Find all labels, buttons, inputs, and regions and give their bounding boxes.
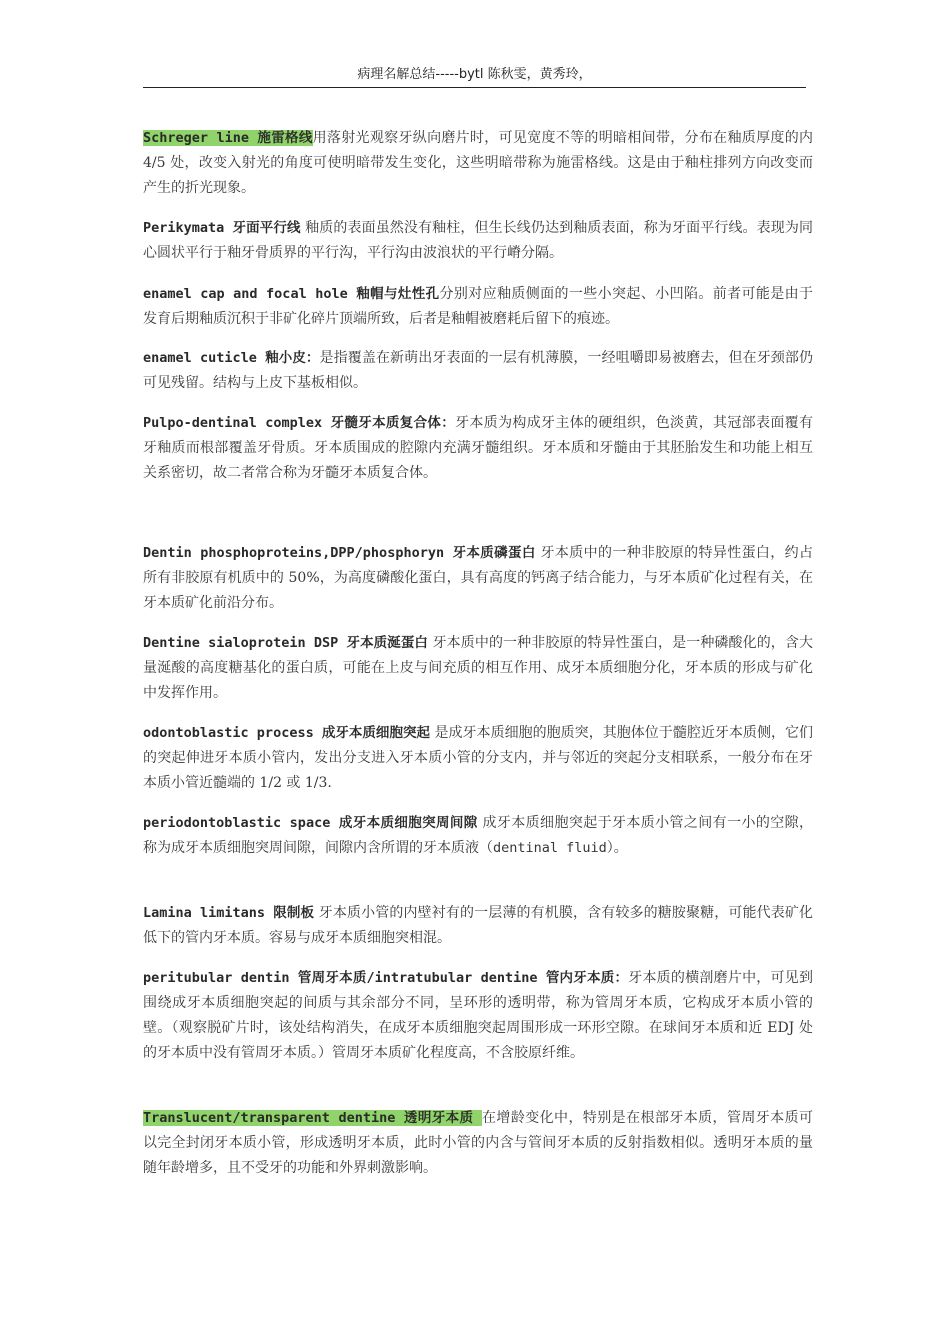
- entry-definition: 牙本质的横剖磨片中，可见到围绕成牙本质细胞突起的间质与其余部分不同，呈环形的透明带，称为管周牙本质，它构成牙本质小管的壁。（观察脱矿片时，该处结构消失，在成牙本质细胞突起周围形成一环形空隙。在球间牙本质和近 EDJ 处的牙本质中没有管周牙本质。）管周牙本质矿化程度高，不含胶原纤维。: [143, 970, 813, 1061]
- entry-schreger-line: [143, 126, 813, 201]
- entry-definition-mono: dentinal fluid: [493, 840, 607, 856]
- entry-term: Pulpo-dentinal complex 牙髓牙本质复合体：: [143, 415, 456, 431]
- entry-term: Lamina limitans 限制板: [143, 905, 315, 921]
- entry-definition: 牙本质中的一种非胶原的特异性蛋白，是一种磷酸化的，含大量涎酸的高度糖基化的蛋白质，可能在上皮与间充质的相互作用、成牙本质细胞分化，牙本质的形成与矿化中发挥作用。: [143, 635, 813, 701]
- entry-definition: 是成牙本质细胞的胞质突，其胞体位于髓腔近牙本质侧，它们的突起伸进牙本质小管内，发出分支进入牙本质小管的分支内，并与邻近的突起分支相联系，一般分布在牙本质小管近髓端的 1/2 或 1/3.: [143, 725, 814, 791]
- entry-definition: 是指覆盖在新萌出牙表面的一层有机薄膜，一经咀嚼即易被磨去，但在牙颈部仍可见残留。结构与上皮下基板相似。: [143, 350, 813, 391]
- entry-periodontoblastic-space: [143, 811, 813, 861]
- entry-enamel-cuticle: [143, 346, 813, 396]
- entry-term: Dentine sialoprotein DSP 牙本质涎蛋白: [143, 635, 429, 651]
- entry-definition: 釉质的表面虽然没有釉柱，但生长线仍达到釉质表面，称为牙面平行线。表现为同心圆状平行于釉牙骨质界的平行沟，平行沟由波浪状的平行嵴分隔。: [143, 220, 814, 261]
- entry-definition: 用落射光观察牙纵向磨片时，可见宽度不等的明暗相间带，分布在釉质厚度的内 4/5 处，改变入射光的角度可使明暗带发生变化，这些明暗带称为施雷格线。这是由于釉柱排列方向改变而产生的折光现象。: [143, 130, 813, 196]
- entry-term: Translucent/transparent dentine 透明牙本质: [143, 1110, 482, 1126]
- entry-term: enamel cuticle 釉小皮：: [143, 350, 320, 366]
- entry-perikymata: [143, 216, 813, 266]
- entry-lamina-limitans: [143, 901, 813, 951]
- entry-term: periodontoblastic space 成牙本质细胞突周间隙: [143, 815, 478, 831]
- entry-definition: 牙本质中的一种非胶原的特异性蛋白，约占所有非胶原有机质中的 50%，为高度磷酸化蛋白，具有高度的钙离子结合能力，与牙本质矿化过程有关，在牙本质矿化前沿分布。: [143, 545, 814, 611]
- entry-dentin-phosphoproteins: [143, 541, 813, 616]
- entry-term: odontoblastic process 成牙本质细胞突起: [143, 725, 431, 741]
- entry-term: Schreger line 施雷格线: [143, 130, 313, 146]
- entry-enamel-cap: [143, 282, 813, 332]
- entry-definition-end: ）。: [606, 840, 628, 856]
- header-rule: [143, 87, 806, 88]
- entry-term: Dentin phosphoproteins,DPP/phosphoryn 牙本质磷蛋白: [143, 545, 536, 561]
- entry-definition: 牙本质小管的内壁衬有的一层薄的有机膜，含有较多的糖胺聚糖，可能代表矿化低下的管内牙本质。容易与成牙本质细胞突相混。: [143, 905, 813, 946]
- entry-term: Perikymata 牙面平行线: [143, 220, 301, 236]
- entry-translucent-dentine: [143, 1106, 813, 1181]
- entry-definition: 牙本质为构成牙主体的硬组织，色淡黄，其冠部表面覆有牙釉质而根部覆盖牙骨质。牙本质围成的腔隙内充满牙髓组织。牙本质和牙髓由于其胚胎发生和功能上相互关系密切，故二者常合称为牙髓牙本质复合体。: [143, 415, 814, 481]
- entry-definition: 在增龄变化中，特别是在根部牙本质，管周牙本质可以完全封闭牙本质小管，形成透明牙本质，此时小管的内含与管间牙本质的反射指数相似。透明牙本质的量随年龄增多，且不受牙的功能和外界刺激影响。: [143, 1110, 814, 1176]
- entry-peritubular-dentin: [143, 966, 813, 1066]
- page-header: 病理名解总结-----bytl 陈秋雯，黄秀玲，: [357, 67, 592, 82]
- entry-term: peritubular dentin 管周牙本质/intratubular dentine 管内牙本质：: [143, 970, 629, 986]
- entry-dentine-sialoprotein: [143, 631, 813, 706]
- entry-definition: 分别对应釉质侧面的一些小突起、小凹陷。前者可能是由于发育后期釉质沉积于非矿化碎片顶端所致，后者是釉帽被磨耗后留下的痕迹。: [143, 286, 813, 327]
- entry-definition: 成牙本质细胞突起于牙本质小管之间有一小的空隙，称为成牙本质细胞突周间隙，间隙内含所谓的牙本质液（: [143, 815, 813, 856]
- entry-pulpo-dentinal-complex: [143, 411, 813, 486]
- entry-odontoblastic-process: [143, 721, 813, 796]
- entry-term: enamel cap and focal hole 釉帽与灶性孔: [143, 286, 440, 302]
